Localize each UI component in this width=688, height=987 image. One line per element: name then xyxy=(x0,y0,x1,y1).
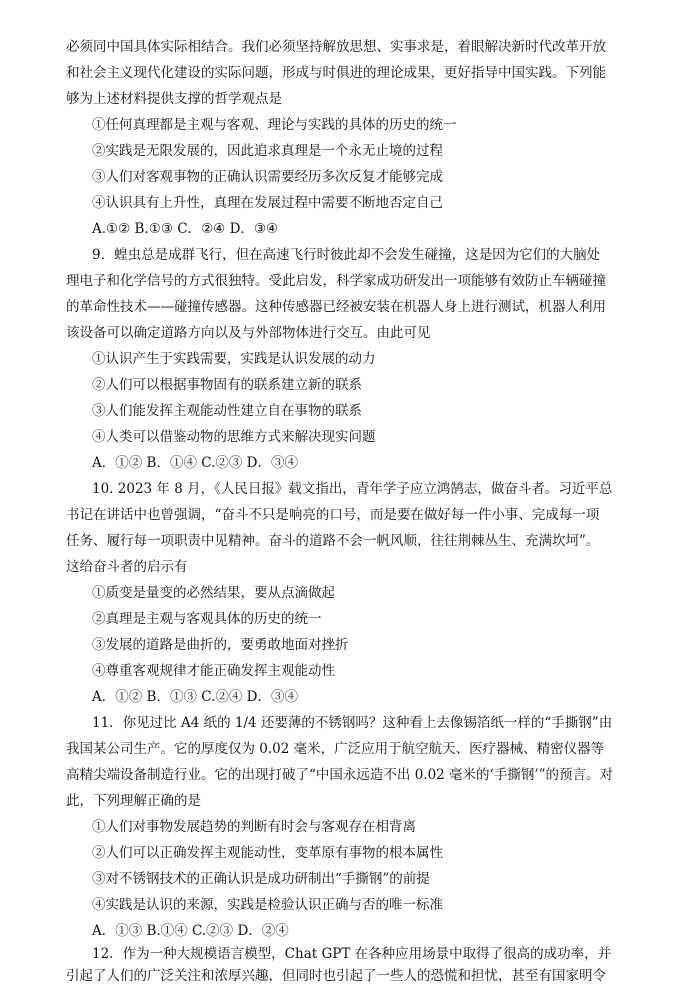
option-item: ①认识产生于实践需要，实践是认识发展的动力 xyxy=(92,351,376,367)
option-item: ④实践是认识的来源，实践是检验认识正确与否的唯一标准 xyxy=(92,897,443,913)
text-line: 必须同中国具体实际相结合。我们必须坚持解放思想、实事求是，着眼解决新时代改革开放 xyxy=(66,39,606,55)
text-line: 我国某公司生产。它的厚度仅为 0.02 毫米，广泛应用于航空航天、医疗器械、精密仪器等 xyxy=(66,741,605,757)
option-item: ④尊重客观规律才能正确发挥主观能动性 xyxy=(92,663,335,679)
question-9-stem: 9．蝗虫总是成群飞行，但在高速飞行时彼此却不会发生碰撞，这是因为它们的大脑处 xyxy=(92,247,601,263)
answer-choices: A．①③ B.①④ C.②③ D．②④ xyxy=(92,923,289,939)
text-line: 够为上述材料提供支撑的哲学观点是 xyxy=(66,91,282,107)
question-12-stem: 12．作为一种大规模语言模型，Chat GPT 在各种应用场景中取得了很高的成功率，并 xyxy=(92,946,612,962)
text-line: 此，下列理解正确的是 xyxy=(66,793,201,809)
answer-choices: A.①② B.①③ C．②④ D．③④ xyxy=(92,221,279,237)
option-item: ①质变是量变的必然结果，要从点滴做起 xyxy=(92,585,335,601)
option-item: ②真理是主观与客观具体的历史的统一 xyxy=(92,611,322,627)
option-item: ③发展的道路是曲折的，要勇敢地面对挫折 xyxy=(92,637,349,653)
option-item: ③人们能发挥主观能动性建立自在事物的联系 xyxy=(92,403,362,419)
option-item: ②人们可以根据事物固有的联系建立新的联系 xyxy=(92,377,362,393)
question-11-stem: 11．你见过比 A4 纸的 1/4 还要薄的不锈钢吗？这种看上去像锡箔纸一样的“手撕钢”由 xyxy=(92,715,613,731)
text-line: 任务、履行每一项职责中见精神。奋斗的道路不会一帆风顺，往往荆棘丛生、充满坎坷”。 xyxy=(66,533,600,549)
option-item: ③对不锈钢技术的正确认识是成功研制出“手撕钢”的前提 xyxy=(92,871,430,887)
text-line: 这给奋斗者的启示有 xyxy=(66,559,188,575)
answer-choices: A．①② B．①④ C.②③ D．③④ xyxy=(92,455,299,471)
text-line: 高精尖端设备制造行业。它的出现打破了“中国永远造不出 0.02 毫米的‘手撕钢’”的预言。对 xyxy=(66,767,614,783)
text-line: 理电子和化学信号的方式很独特。受此启发，科学家成功研发出一项能够有效防止车辆碰撞 xyxy=(66,273,606,289)
option-item: ①人们对事物发展趋势的判断有时会与客观存在相背离 xyxy=(92,819,416,835)
option-item: ③人们对客观事物的正确认识需要经历多次反复才能够完成 xyxy=(92,169,443,185)
text-line: 该设备可以确定道路方向以及与外部物体进行交互。由此可见 xyxy=(66,325,431,341)
option-item: ④人类可以借鉴动物的思维方式来解决现实问题 xyxy=(92,429,376,445)
question-10-stem: 10. 2023 年 8 月，《人民日报》载文指出，青年学子应立鸿鹄志，做奋斗者。习近平总 xyxy=(92,481,613,497)
text-line: 书记在讲话中也曾强调，“奋斗不只是响亮的口号，而是要在做好每一件小事、完成每一项 xyxy=(66,507,600,523)
option-item: ②实践是无限发展的，因此追求真理是一个永无止境的过程 xyxy=(92,143,443,159)
answer-choices: A．①② B．①③ C.②④ D．③④ xyxy=(92,689,299,705)
text-line: 和社会主义现代化建设的实际问题，形成与时俱进的理论成果，更好指导中国实践。下列能 xyxy=(66,65,606,81)
option-item: ②人们可以正确发挥主观能动性，变革原有事物的根本属性 xyxy=(92,845,443,861)
text-line: 引起了人们的广泛关注和浓厚兴趣，但同时也引起了一些人的恐慌和担忧，甚至有国家明令 xyxy=(66,968,606,984)
text-line: 的革命性技术——碰撞传感器。这种传感器已经被安装在机器人身上进行测试，机器人利用 xyxy=(66,299,606,315)
option-item: ④认识具有上升性，真理在发展过程中需要不断地否定自己 xyxy=(92,195,443,211)
option-item: ①任何真理都是主观与客观、理论与实践的具体的历史的统一 xyxy=(92,117,457,133)
